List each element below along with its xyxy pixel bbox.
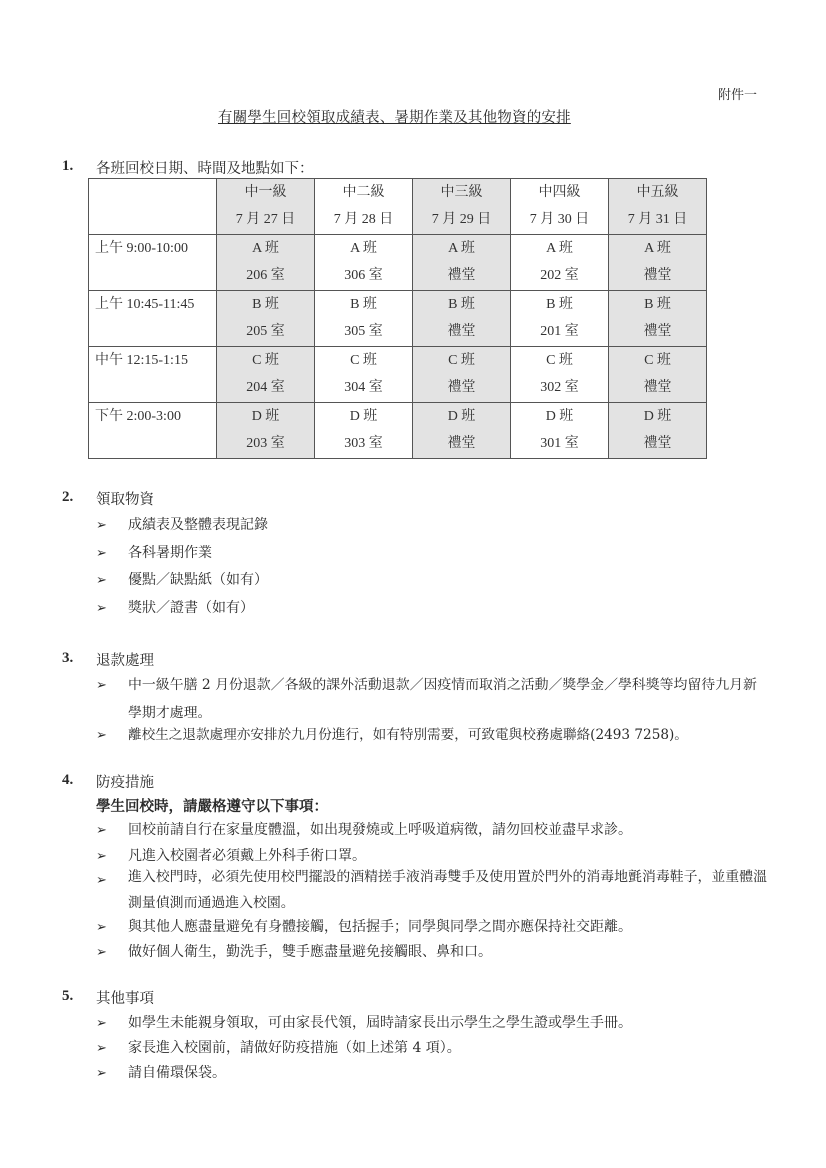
table-row [89, 235, 707, 291]
list-item: 請自備環保袋。 [128, 1065, 226, 1081]
schedule-cell [609, 347, 707, 403]
date-label: 7 月 31 日 [627, 212, 688, 227]
annex-label: 附件一 [718, 88, 758, 103]
schedule-cell [217, 403, 315, 459]
bullet-arrow-icon: ➢ [96, 518, 107, 533]
time-slot-cell [89, 347, 217, 403]
room-label: 304 室 [344, 380, 383, 395]
list-item: 各科暑期作業 [128, 545, 212, 561]
form-label: 中三級 [440, 185, 483, 200]
room-label: 禮堂 [447, 436, 476, 451]
bullet-arrow-icon: ➢ [96, 823, 107, 838]
class-label: C 班 [448, 353, 475, 368]
table-row [89, 403, 707, 459]
list-item: 回校前請自行在家量度體溫，如出現發燒或上呼吸道病徵，請勿回校並盡早求診。 [128, 822, 632, 838]
date-label: 7 月 28 日 [333, 212, 394, 227]
list-item: 中一級午膳 2 月份退款／各級的課外活動退款／因疫情而取消之活動／獎學金／學科獎等均留待九月新學期才處理。 [128, 677, 757, 721]
class-label: C 班 [350, 353, 377, 368]
class-label: A 班 [546, 241, 573, 256]
list-item: 家長進入校園前，請做好防疫措施（如上述第 4 項）。 [128, 1040, 461, 1056]
class-label: D 班 [447, 409, 476, 424]
class-label: A 班 [252, 241, 279, 256]
list-item: 優點／缺點紙（如有） [128, 572, 268, 588]
room-label: 禮堂 [447, 268, 476, 283]
room-label: 禮堂 [643, 380, 672, 395]
time-slot-cell [89, 291, 217, 347]
list-item: 離校生之退款處理亦安排於九月份進行，如有特別需要，可致電與校務處聯絡(2493 7258)。 [128, 727, 688, 743]
bullet-arrow-icon: ➢ [96, 873, 107, 888]
list-item: 獎狀／證書（如有） [128, 600, 254, 616]
time-slot: 上午 10:45-11:45 [95, 297, 195, 312]
room-label: 301 室 [540, 436, 579, 451]
bullet-arrow-icon: ➢ [96, 920, 107, 935]
room-label: 206 室 [246, 268, 285, 283]
time-slot-cell [89, 403, 217, 459]
schedule-cell [315, 291, 413, 347]
list-item: 凡進入校園者必須戴上外科手術口罩。 [128, 848, 366, 864]
class-label: D 班 [643, 409, 672, 424]
list-item: 與其他人應盡量避免有身體接觸，包括握手；同學與同學之間亦應保持社交距離。 [128, 919, 632, 935]
section-3-number: 3. [62, 650, 74, 666]
column-header [315, 179, 413, 235]
section-3-heading: 退款處理 [96, 653, 154, 669]
class-label: A 班 [350, 241, 377, 256]
date-label: 7 月 29 日 [431, 212, 492, 227]
column-header [217, 179, 315, 235]
column-header [413, 179, 511, 235]
date-label: 7 月 30 日 [529, 212, 590, 227]
room-label: 203 室 [246, 436, 285, 451]
schedule-cell [315, 347, 413, 403]
section-1-number: 1. [62, 158, 74, 174]
section-5-heading: 其他事項 [96, 991, 154, 1007]
class-label: B 班 [546, 297, 573, 312]
form-label: 中二級 [342, 185, 385, 200]
room-label: 204 室 [246, 380, 285, 395]
room-label: 202 室 [540, 268, 579, 283]
time-slot: 下午 2:00-3:00 [95, 409, 181, 424]
room-label: 禮堂 [643, 268, 672, 283]
class-label: C 班 [644, 353, 671, 368]
class-label: C 班 [252, 353, 279, 368]
schedule-cell [217, 235, 315, 291]
room-label: 禮堂 [643, 324, 672, 339]
list-item: 做好個人衛生，勤洗手，雙手應盡量避免接觸眼、鼻和口。 [128, 944, 492, 960]
schedule-cell [315, 403, 413, 459]
list-item: 進入校門時，必須先使用校門擺設的酒精搓手液消毒雙手及使用置於門外的消毒地氈消毒鞋子，並重體溫測量偵測而通過進入校園。 [128, 869, 767, 911]
bullet-arrow-icon: ➢ [96, 678, 107, 693]
schedule-cell [217, 291, 315, 347]
section-4-subheading: 學生回校時，請嚴格遵守以下事項： [96, 798, 328, 815]
schedule-cell [413, 403, 511, 459]
schedule-cell [609, 291, 707, 347]
schedule-header-row [89, 179, 707, 235]
list-item: 成績表及整體表現記錄 [128, 517, 268, 533]
class-label: A 班 [448, 241, 475, 256]
time-slot: 上午 9:00-10:00 [95, 241, 188, 256]
section-1-heading: 各班回校日期、時間及地點如下： [96, 161, 314, 177]
bullet-arrow-icon: ➢ [96, 728, 107, 743]
class-label: D 班 [545, 409, 574, 424]
schedule-cell [511, 235, 609, 291]
schedule-cell [609, 235, 707, 291]
class-label: A 班 [644, 241, 671, 256]
schedule-cell [511, 291, 609, 347]
time-slot-cell [89, 235, 217, 291]
bullet-arrow-icon: ➢ [96, 573, 107, 588]
bullet-arrow-icon: ➢ [96, 601, 107, 616]
bullet-arrow-icon: ➢ [96, 945, 107, 960]
room-label: 禮堂 [447, 324, 476, 339]
class-label: B 班 [448, 297, 475, 312]
column-header [609, 179, 707, 235]
schedule-cell [511, 403, 609, 459]
class-label: C 班 [546, 353, 573, 368]
schedule-cell [413, 235, 511, 291]
schedule-cell [511, 347, 609, 403]
schedule-cell [413, 347, 511, 403]
bullet-arrow-icon: ➢ [96, 1041, 107, 1056]
room-label: 禮堂 [643, 436, 672, 451]
class-label: B 班 [252, 297, 279, 312]
schedule-cell [217, 347, 315, 403]
document-title: 有關學生回校領取成績表、暑期作業及其他物資的安排 [218, 110, 571, 126]
schedule-cell [315, 235, 413, 291]
bullet-arrow-icon: ➢ [96, 849, 107, 864]
form-label: 中四級 [538, 185, 581, 200]
list-item: 如學生未能親身領取，可由家長代領，屆時請家長出示學生之學生證或學生手冊。 [128, 1015, 632, 1031]
bullet-arrow-icon: ➢ [96, 1066, 107, 1081]
room-label: 201 室 [540, 324, 579, 339]
time-slot: 中午 12:15-1:15 [95, 353, 188, 368]
room-label: 302 室 [540, 380, 579, 395]
column-header [511, 179, 609, 235]
schedule-table [88, 178, 707, 459]
class-label: D 班 [251, 409, 280, 424]
class-label: D 班 [349, 409, 378, 424]
section-2-heading: 領取物資 [96, 492, 154, 508]
corner-cell [89, 179, 217, 235]
table-row [89, 291, 707, 347]
schedule-cell [413, 291, 511, 347]
room-label: 303 室 [344, 436, 383, 451]
class-label: B 班 [350, 297, 377, 312]
form-label: 中五級 [636, 185, 679, 200]
section-5-number: 5. [62, 988, 74, 1004]
section-2-number: 2. [62, 489, 74, 505]
bullet-arrow-icon: ➢ [96, 546, 107, 561]
form-label: 中一級 [244, 185, 287, 200]
room-label: 306 室 [344, 268, 383, 283]
room-label: 205 室 [246, 324, 285, 339]
date-label: 7 月 27 日 [235, 212, 296, 227]
section-4-heading: 防疫措施 [96, 775, 154, 791]
room-label: 305 室 [344, 324, 383, 339]
room-label: 禮堂 [447, 380, 476, 395]
schedule-cell [609, 403, 707, 459]
bullet-arrow-icon: ➢ [96, 1016, 107, 1031]
section-4-number: 4. [62, 772, 74, 788]
class-label: B 班 [644, 297, 671, 312]
table-row [89, 347, 707, 403]
